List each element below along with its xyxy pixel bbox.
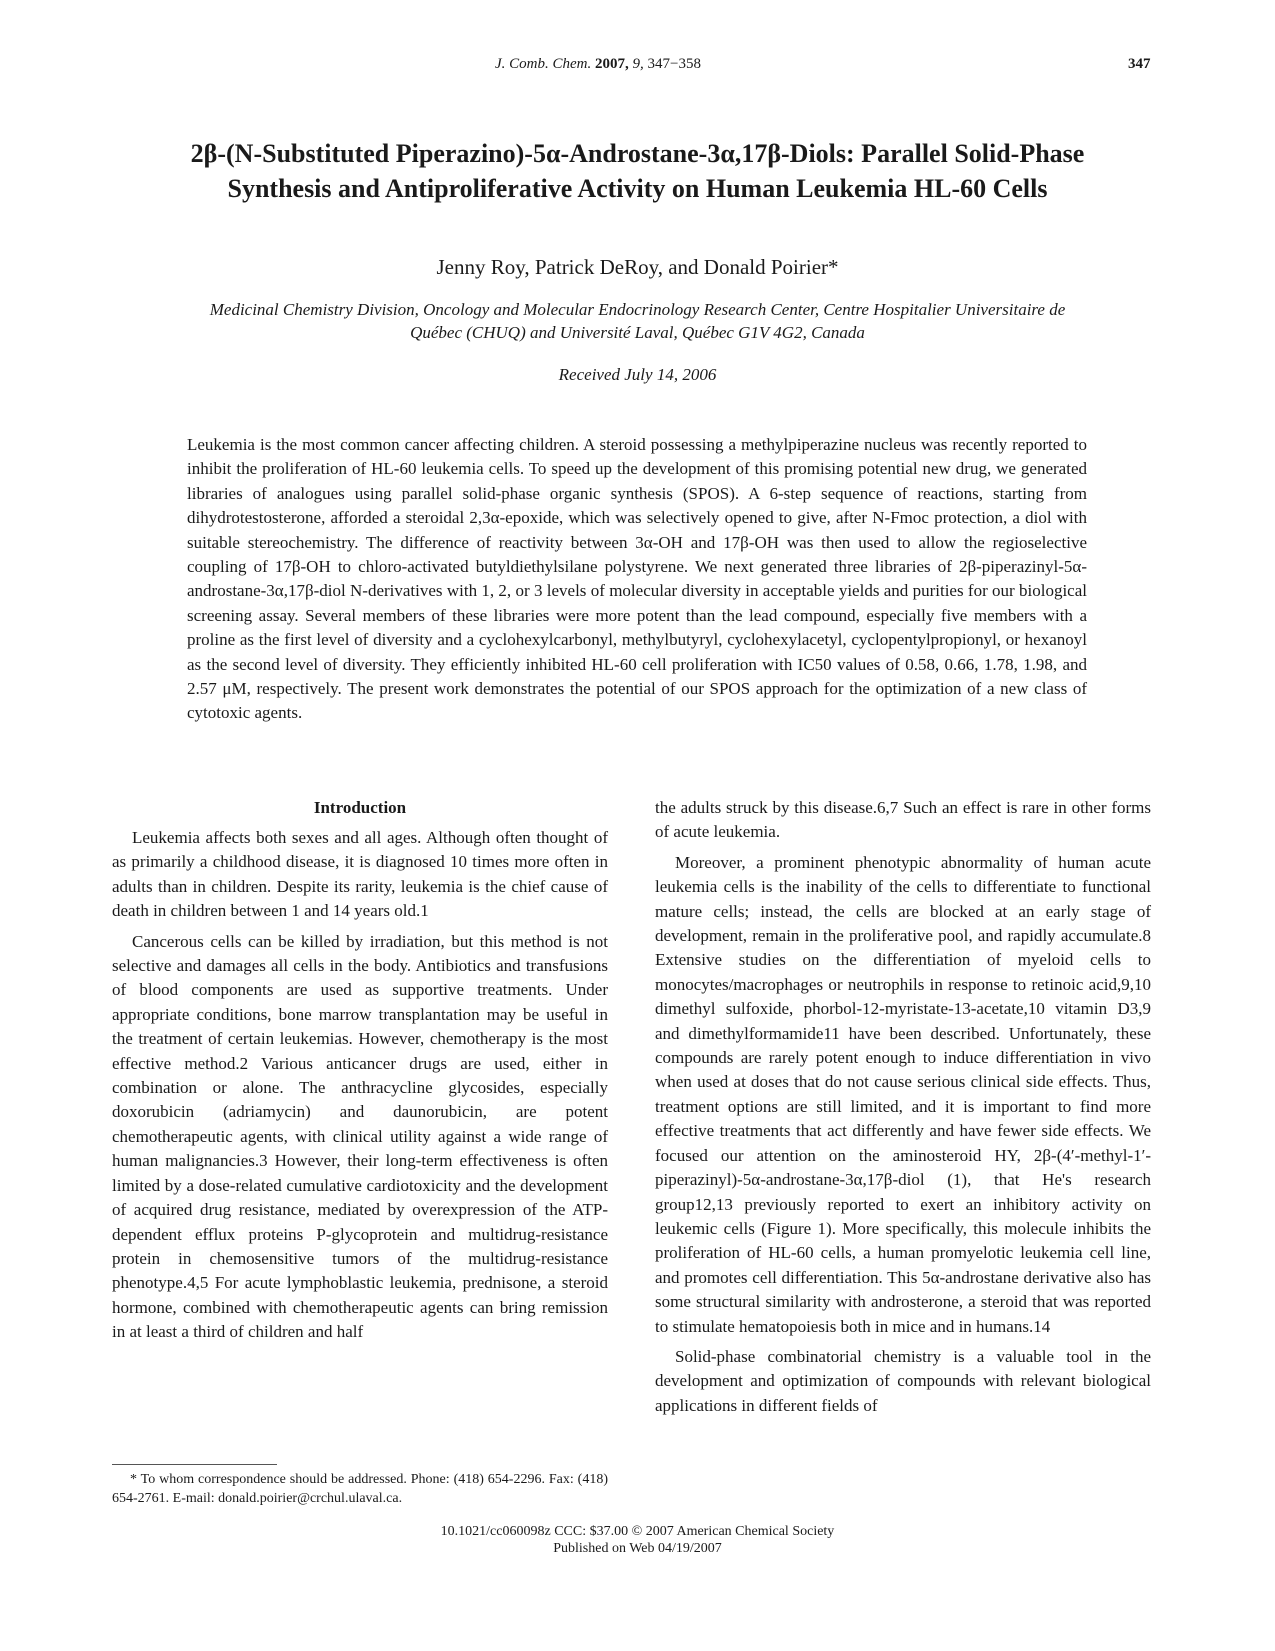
paragraph: Moreover, a prominent phenotypic abnormality of human acute leukemia cells is the inability of the cells to differentiate to functional mature cells; instead, the cells are blocked at an early stage of development, remain in the proliferative pool, and rapidly accumulate.8 Extensive studies on the differentiation of myeloid cells to monocytes/macrophages or neutrophils in response to retinoic acid,9,10 dimethyl sulfoxide, phorbol-12-myristate-13-acetate,10 vitamin D3,9 and dimethylformamide11 have been described. Unfortunately, these compounds are rarely potent enough to induce differentiation in vivo when used at doses that do not cause serious clinical side effects. Thus, treatment options are still limited, and it is important to find more effective treatments that act differently and have fewer side effects. We focused our attention on the aminosteroid HY, 2β-(4′-methyl-1′-piperazinyl)-5α-androstane-3α,17β-diol (1), that He's research group12,13 previously reported to exert an inhibitory activity on leukemic cells (Figure 1). More specifically, this molecule inhibits the proliferation of HL-60 cells, a human promyelotic leukemia cell line, and promotes cell differentiation. This 5α-androstane derivative also has some structural similarity with androsterone, a steroid that was reported to stimulate hematopoiesis both in mice and in humans.14 xyxy=(655,852,1151,1336)
paper-title: 2β-(N-Substituted Piperazino)-5α-Androstane-3α,17β-Diols: Parallel Solid-Phase Synthesis and Antiproliferative Activity on Human Leukemia HL-60 Cells xyxy=(190,139,1085,203)
paragraph: Cancerous cells can be killed by irradiation, but this method is not selective and damages all cells in the body. Antibiotics and transfusions of blood components are used as supportive treatments. Under appropriate conditions, bone marrow transplantation may be useful in the treatment of certain leukemias. However, chemotherapy is the most effective method.2 Various anticancer drugs are used, either in combination or alone. The anthracycline glycosides, especially doxorubicin (adriamycin) and daunorubicin, are potent chemotherapeutic agents, with clinical utility against a wide range of human malignancies.3 However, their long-term effectiveness is often limited by a dose-related cumulative cardiotoxicity and the development of acquired drug resistance, mediated by overexpression of the ATP-dependent efflux proteins P-glycoprotein and multidrug-resistance protein in chemosensitive tumors of the multidrug-resistance phenotype.4,5 For acute lymphoblastic leukemia, prednisone, a steroid hormone, combined with chemotherapeutic agents can bring remission in at least a third of children and half xyxy=(112,931,608,1342)
footnote-divider xyxy=(112,1464,277,1465)
received-date: Received July 14, 2006 xyxy=(558,365,717,384)
doi-copyright-line: 10.1021/cc060098z CCC: $37.00 © 2007 American Chemical Society xyxy=(440,1524,835,1539)
abstract: Leukemia is the most common cancer affecting children. A steroid possessing a methylpiperazine nucleus was recently reported to inhibit the proliferation of HL-60 leukemia cells. To speed up the development of this promising potential new drug, we generated libraries of analogues using parallel solid-phase organic synthesis (SPOS). A 6-step sequence of reactions, starting from dihydrotestosterone, afforded a steroidal 2,3α-epoxide, which was selectively opened to give, after N-Fmoc protection, a diol with suitable stereochemistry. The difference of reactivity between 3α-OH and 17β-OH was then used to allow the regioselective coupling of 17β-OH to chloro-activated butyldiethylsilane polystyrene. We next generated three libraries of 2β-piperazinyl-5α-androstane-3α,17β-diol N-derivatives with 1, 2, or 3 levels of molecular diversity in acceptable yields and purities for our biological screening assay. Several members of these libraries were more potent than the lead compound, especially five members with a proline as the first level of diversity and a cyclohexylcarbonyl, methylbutyryl, cyclohexylacetyl, cyclopentylpropionyl, or hexanoyl as the second level of diversity. They efficiently inhibited HL-60 cell proliferation with IC50 values of 0.58, 0.66, 1.78, 1.98, and 2.57 μM, respectively. The present work demonstrates the potential of our SPOS approach for the optimization of a new class of cytotoxic agents. xyxy=(187,435,1087,723)
paragraph: Solid-phase combinatorial chemistry is a valuable tool in the development and optimization of compounds with relevant biological applications in different fields of xyxy=(655,1346,1151,1415)
left-column xyxy=(112,796,608,1351)
paragraph: the adults struck by this disease.6,7 Such an effect is rare in other forms of acute leukemia. xyxy=(655,798,1151,842)
page-footer xyxy=(300,1523,975,1557)
journal-citation xyxy=(495,56,701,73)
right-column xyxy=(655,796,1151,1424)
journal-volume: 9, xyxy=(632,56,644,72)
author-list: Jenny Roy, Patrick DeRoy, and Donald Poirier* xyxy=(436,255,839,279)
journal-abbrev: J. Comb. Chem. xyxy=(495,56,592,72)
correspondence-footnote: * To whom correspondence should be addressed. Phone: (418) 654-2296. Fax: (418) 654-2761. E-mail: donald.poirier@crchul.ulaval.ca. xyxy=(112,1472,608,1506)
section-heading-introduction: Introduction xyxy=(313,798,407,817)
page-number: 347 xyxy=(1128,56,1151,72)
paragraph: Leukemia affects both sexes and all ages. Although often thought of as primarily a childhood disease, it is diagnosed 10 times more often in adults than in children. Despite its rarity, leukemia is the chief cause of death in children between 1 and 14 years old.1 xyxy=(112,828,608,921)
running-header xyxy=(0,56,1275,78)
affiliation: Medicinal Chemistry Division, Oncology and Molecular Endocrinology Research Center, Centre Hospitalier Universitaire de Québec (CHUQ) and Université Laval, Québec G1V 4G2, Canada xyxy=(209,300,1066,342)
published-date: Published on Web 04/19/2007 xyxy=(553,1541,722,1556)
journal-pages: 347−358 xyxy=(647,56,701,72)
journal-year: 2007, xyxy=(595,56,629,72)
